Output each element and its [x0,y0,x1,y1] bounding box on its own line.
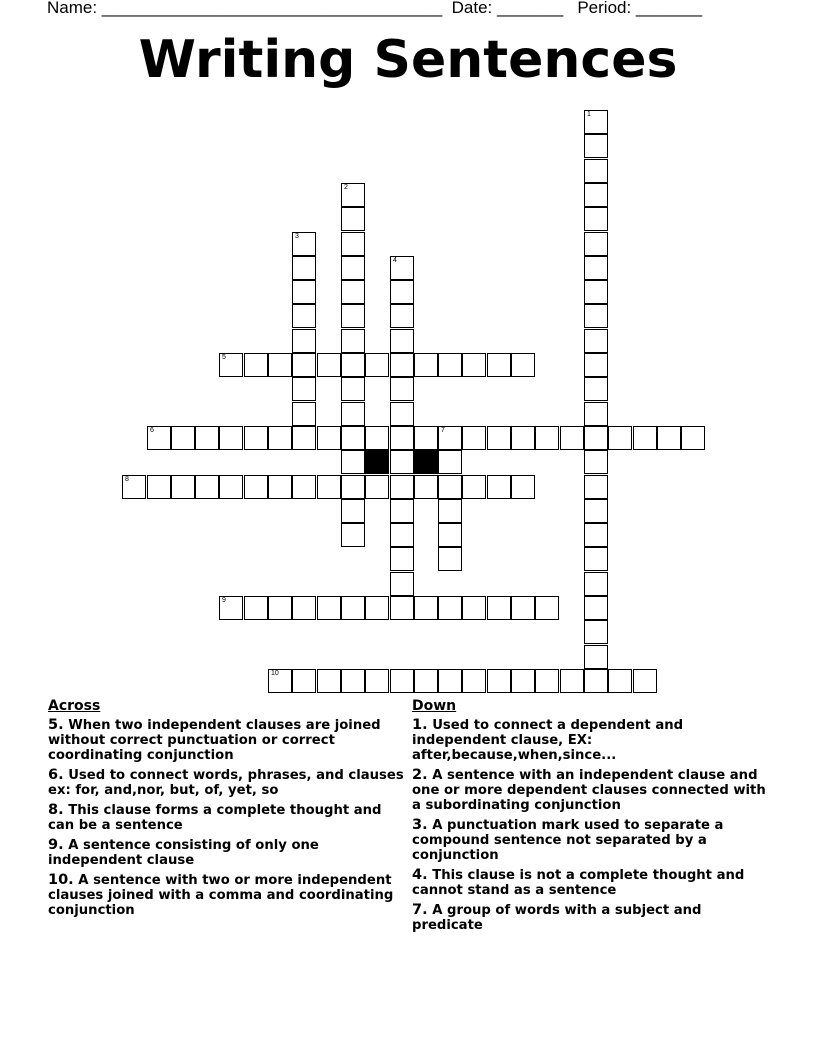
grid-cell[interactable] [244,426,268,450]
grid-cell[interactable] [244,596,268,620]
grid-cell[interactable] [633,426,657,450]
grid-cell[interactable] [390,353,414,377]
grid-cell[interactable] [244,475,268,499]
clue-text: A sentence with an independent clause and one or more dependent clauses connected with a subordinating conjunction [412,768,766,813]
grid-cell[interactable] [341,596,365,620]
grid-cell[interactable] [584,232,608,256]
grid-cell[interactable] [147,475,171,499]
grid-cell[interactable] [487,353,511,377]
grid-cell[interactable] [438,669,462,693]
grid-cell[interactable] [292,596,316,620]
grid-cell[interactable] [292,475,316,499]
grid-cell[interactable] [535,426,559,450]
grid-cell[interactable] [584,426,608,450]
grid-cell[interactable] [365,669,389,693]
across-clue-6 [48,768,408,798]
grid-cell[interactable] [341,353,365,377]
grid-cell[interactable] [171,475,195,499]
across-clue-10 [48,873,408,918]
grid-cell[interactable] [268,596,292,620]
grid-cell[interactable] [584,183,608,207]
grid-cell[interactable] [317,353,341,377]
grid-cell[interactable] [584,669,608,693]
grid-cell[interactable] [584,572,608,596]
grid-cell[interactable] [584,620,608,644]
grid-cell[interactable] [365,475,389,499]
clue-text: This clause is not a complete thought and cannot stand as a sentence [412,868,745,898]
grid-cell[interactable] [584,377,608,401]
clue-text: When two independent clauses are joined without correct punctuation or correct coordinating conjunction [48,718,381,763]
grid-cell[interactable] [390,572,414,596]
clue-text: A sentence with two or more independent clauses joined with a comma and coordinating conjunction [48,873,394,918]
grid-cell[interactable] [365,353,389,377]
clue-text: Used to connect words, phrases, and clauses ex: for, and,nor, but, of, yet, so [48,768,404,798]
grid-cell[interactable] [438,523,462,547]
grid-cell[interactable] [341,669,365,693]
grid-cell[interactable] [341,402,365,426]
down-clue-3 [412,818,772,863]
across-heading: Across [48,698,101,714]
clue-number-label: 4 [393,257,397,264]
grid-cell[interactable] [511,669,535,693]
grid-cell[interactable] [341,523,365,547]
grid-cell[interactable] [487,475,511,499]
grid-cell[interactable] [414,596,438,620]
grid-cell[interactable] [511,353,535,377]
grid-cell[interactable] [147,426,171,450]
grid-cell[interactable] [390,256,414,280]
clue-number-label: 2 [344,184,348,191]
grid-cell[interactable] [390,450,414,474]
grid-cell[interactable] [390,523,414,547]
clue-number-label: 9 [222,597,226,604]
grid-cell[interactable] [341,499,365,523]
clue-text: A group of words with a subject and predicate [412,903,702,933]
grid-cell[interactable] [438,450,462,474]
grid-cell[interactable] [317,475,341,499]
date-field[interactable]: Date: _______ [451,0,564,17]
grid-cell[interactable] [341,475,365,499]
grid-cell[interactable] [584,547,608,571]
grid-cell[interactable] [365,426,389,450]
grid-cell[interactable] [341,329,365,353]
down-clue-4 [412,868,772,898]
grid-cell[interactable] [244,353,268,377]
clue-number: 6. [48,767,64,783]
grid-cell[interactable] [390,596,414,620]
grid-block [414,450,438,474]
grid-cell[interactable] [584,207,608,231]
grid-cell[interactable] [584,110,608,134]
grid-cell[interactable] [390,475,414,499]
grid-cell[interactable] [511,426,535,450]
clue-number: 3. [412,817,428,833]
grid-cell[interactable] [317,426,341,450]
clue-number: 4. [412,867,428,883]
clue-number: 10. [48,872,74,888]
grid-cell[interactable] [584,402,608,426]
grid-cell[interactable] [511,475,535,499]
across-clue-8 [48,803,408,833]
grid-cell[interactable] [414,669,438,693]
grid-cell[interactable] [462,475,486,499]
down-clue-2 [412,768,772,813]
grid-cell[interactable] [438,475,462,499]
down-heading: Down [412,698,457,714]
clue-text: A sentence consisting of only one independent clause [48,838,319,868]
grid-cell[interactable] [341,256,365,280]
grid-cell[interactable] [292,280,316,304]
clue-text: A punctuation mark used to separate a compound sentence not separated by a conjunction [412,818,724,863]
grid-cell[interactable] [292,426,316,450]
down-clue-7 [412,903,772,933]
grid-cell[interactable] [584,159,608,183]
clue-number-label: 10 [271,670,279,677]
grid-cell[interactable] [292,329,316,353]
grid-cell[interactable] [292,353,316,377]
grid-cell[interactable] [487,596,511,620]
grid-cell[interactable] [122,475,146,499]
grid-cell[interactable] [219,475,243,499]
clue-number-label: 6 [150,427,154,434]
grid-cell[interactable] [341,207,365,231]
grid-cell[interactable] [268,353,292,377]
page-title: Writing Sentences [138,30,678,90]
grid-cell[interactable] [414,426,438,450]
grid-cell[interactable] [511,596,535,620]
grid-cell[interactable] [341,280,365,304]
grid-cell[interactable] [341,304,365,328]
grid-cell[interactable] [438,499,462,523]
grid-cell[interactable] [681,426,705,450]
grid-cell[interactable] [390,304,414,328]
grid-cell[interactable] [292,669,316,693]
grid-cell[interactable] [390,547,414,571]
grid-cell[interactable] [390,280,414,304]
grid-cell[interactable] [390,426,414,450]
grid-cell[interactable] [292,402,316,426]
name-field[interactable]: Name: ____________________________________ [47,0,443,17]
grid-cell[interactable] [341,232,365,256]
grid-cell[interactable] [317,669,341,693]
grid-cell[interactable] [584,353,608,377]
clue-number-label: 5 [222,354,226,361]
across-clues [48,699,408,923]
grid-cell[interactable] [560,426,584,450]
grid-cell[interactable] [462,669,486,693]
grid-cell[interactable] [608,426,632,450]
grid-cell[interactable] [292,232,316,256]
grid-cell[interactable] [535,596,559,620]
grid-cell[interactable] [390,499,414,523]
grid-cell[interactable] [584,596,608,620]
grid-cell[interactable] [219,596,243,620]
clue-number: 2. [412,767,428,783]
grid-cell[interactable] [584,304,608,328]
clue-number: 1. [412,717,428,733]
grid-cell[interactable] [438,426,462,450]
grid-cell[interactable] [390,377,414,401]
grid-cell[interactable] [171,426,195,450]
grid-cell[interactable] [341,377,365,401]
grid-cell[interactable] [584,329,608,353]
grid-cell[interactable] [462,353,486,377]
grid-cell[interactable] [438,596,462,620]
grid-cell[interactable] [584,256,608,280]
clue-text: Used to connect a dependent and independent clause, EX: after,because,when,since... [412,718,684,763]
grid-cell[interactable] [584,450,608,474]
grid-cell[interactable] [219,353,243,377]
clue-number-label: 1 [587,111,591,118]
grid-cell[interactable] [219,426,243,450]
clue-number-label: 7 [441,427,445,434]
grid-cell[interactable] [608,669,632,693]
clue-number-label: 8 [125,476,129,483]
period-field[interactable]: Period: _______ [577,0,703,17]
grid-cell[interactable] [292,256,316,280]
clue-number-label: 3 [295,233,299,240]
grid-cell[interactable] [584,475,608,499]
grid-cell[interactable] [195,426,219,450]
clue-number: 5. [48,717,64,733]
grid-cell[interactable] [584,499,608,523]
grid-cell[interactable] [268,426,292,450]
grid-cell[interactable] [560,669,584,693]
grid-cell[interactable] [584,523,608,547]
grid-cell[interactable] [584,134,608,158]
grid-cell[interactable] [268,475,292,499]
down-clues [412,699,772,938]
clue-number: 9. [48,837,64,853]
across-clue-9 [48,838,408,868]
grid-cell[interactable] [438,547,462,571]
grid-cell[interactable] [657,426,681,450]
grid-cell[interactable] [414,475,438,499]
grid-cell[interactable] [633,669,657,693]
clue-text: This clause forms a complete thought and can be a sentence [48,803,382,833]
grid-cell[interactable] [462,596,486,620]
grid-cell[interactable] [341,183,365,207]
clue-number: 7. [412,902,428,918]
grid-cell[interactable] [438,353,462,377]
grid-cell[interactable] [390,402,414,426]
grid-cell[interactable] [195,475,219,499]
grid-cell[interactable] [414,353,438,377]
grid-cell[interactable] [487,669,511,693]
grid-cell[interactable] [292,304,316,328]
grid-cell[interactable] [584,645,608,669]
down-clue-1 [412,718,772,763]
grid-cell[interactable] [390,329,414,353]
grid-block [365,450,389,474]
grid-cell[interactable] [341,426,365,450]
across-clue-5 [48,718,408,763]
grid-cell[interactable] [487,426,511,450]
clue-number: 8. [48,802,64,818]
grid-cell[interactable] [317,596,341,620]
grid-cell[interactable] [268,669,292,693]
grid-cell[interactable] [390,669,414,693]
grid-cell[interactable] [341,450,365,474]
grid-cell[interactable] [535,669,559,693]
grid-cell[interactable] [365,596,389,620]
grid-cell[interactable] [462,426,486,450]
grid-cell[interactable] [292,377,316,401]
grid-cell[interactable] [584,280,608,304]
